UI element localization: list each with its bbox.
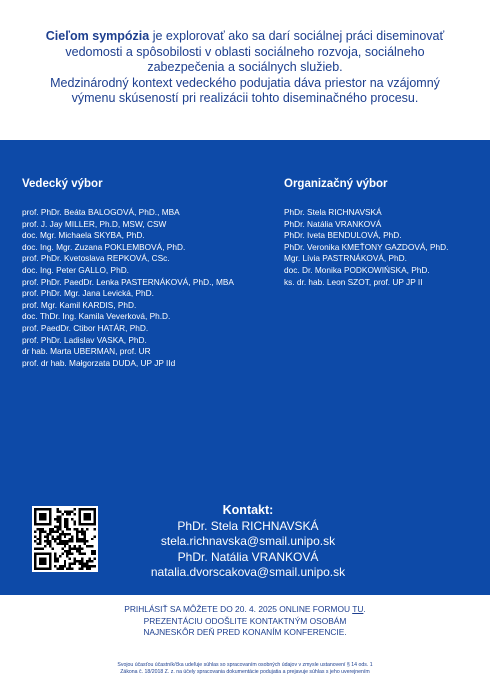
registration-line-1 [60,604,430,616]
committee-member: dr hab. Marta UBERMAN, prof. UR [22,346,151,357]
committee-member: prof. PhDr. Ladislav VASKA, PhD. [22,334,147,345]
contact-name-1: PhDr. Stela RICHNAVSKÁ [177,518,319,533]
committee-member: prof. PhDr. Mgr. Jana Levická, PhD. [22,288,154,299]
organizing-committee-list [284,207,448,288]
committee-member: prof. J. Jay MILLER, Ph.D, MSW, CSW [22,218,167,229]
committee-member: doc. ThDr. Ing. Kamila Veverková, Ph.D. [22,311,171,322]
committee-member: PhDr. Natália VRANKOVÁ [284,218,382,229]
committee-panel [0,140,490,595]
scientific-committee-list [22,207,234,369]
committee-member: Mgr. Lívia PASTRNÁKOVÁ, PhD. [284,253,407,264]
committee-member: PhDr. Iveta BENDULOVÁ, PhD. [284,230,402,241]
scientific-committee-title: Vedecký výbor [22,178,103,190]
contact-name-2: PhDr. Natália VRANKOVÁ [177,549,319,564]
registration-line-1-text: PRIHLÁSIŤ SA MÔŽETE DO 20. 4. 2025 ONLINE FORMOU [124,604,353,614]
intro-text [30,29,460,107]
contact-email-2[interactable]: natalia.dvorscakova@smail.unipo.sk [150,565,346,580]
committee-member: doc. Dr. Monika PODKOWIŃSKA, PhD. [284,264,430,275]
committee-member: prof. dr hab. Małgorzata DUDA, UP JP IId [22,357,176,368]
fine-print-line-1: Svojou účasťou účastník/čka udeľuje súhlas so spracovaním osobných údajov v zmysle ustanovení § 14 ods. 1 [117,662,373,668]
fine-print [70,662,420,676]
intro-lead-rest: je explorovať ako sa darí sociálnej práci diseminovať vedomosti a spôsobilosti v oblasti sociálneho rozvoja, sociálneho zabezpečenia a sociálnych služieb. [65,29,445,74]
registration-line-3: NAJNESKÔR DEŇ PRED KONANÍM KONFERENCIE. [143,627,347,638]
committee-member: prof. Mgr. Kamil KARDIS, PhD. [22,299,137,310]
committee-member: ks. dr. hab. Leon SZOT, prof. UP JP II [284,276,423,287]
organizing-committee-title: Organizačný výbor [284,178,388,190]
fine-print-line-2: Zákona č. 18/2018 Z. z. na účely spracovania dokumentácie podujatia a prejavuje súhlas s jeho uverejnením [120,669,370,675]
registration-line-2: PREZENTÁCIU ODOŠLITE KONTAKTNÝM OSOBÁM [143,615,347,626]
contact-title: Kontakt: [222,503,274,517]
qr-code-icon[interactable] [32,506,98,572]
intro-line2: Medzinárodný kontext vedeckého podujatia dáva priestor na vzájomný výmenu skúseností pri realizácii tohto diseminačného procesu. [50,75,440,105]
committee-member: prof. PhDr. Kvetoslava REPKOVÁ, CSc. [22,253,170,264]
committee-member: doc. Ing. Mgr. Zuzana POKLEMBOVÁ, PhD. [22,241,186,252]
intro-lead-bold: Cieľom sympózia [45,29,150,43]
committee-member: prof. PhDr. Beáta BALOGOVÁ, PhD., MBA [22,207,180,217]
committee-member: doc. Ing. Peter GALLO, PhD. [22,264,129,275]
registration-info [60,604,430,639]
registration-line-1-end: . [363,604,366,614]
committee-member: prof. PhDr. PaedDr. Lenka PASTERNÁKOVÁ, PhD., MBA [22,276,234,287]
registration-link[interactable]: TU [352,604,364,614]
committee-member: PhDr. Veronika KMEŤONY GAZDOVÁ, PhD. [284,241,449,252]
committee-member: PhDr. Stela RICHNAVSKÁ [284,207,382,217]
committee-member: doc. Mgr. Michaela SKYBA, PhD. [22,230,145,241]
committee-member: prof. PaedDr. Ctibor HATÁR, PhD. [22,322,149,333]
contact-block [130,503,366,581]
contact-email-1[interactable]: stela.richnavska@smail.unipo.sk [160,534,336,549]
